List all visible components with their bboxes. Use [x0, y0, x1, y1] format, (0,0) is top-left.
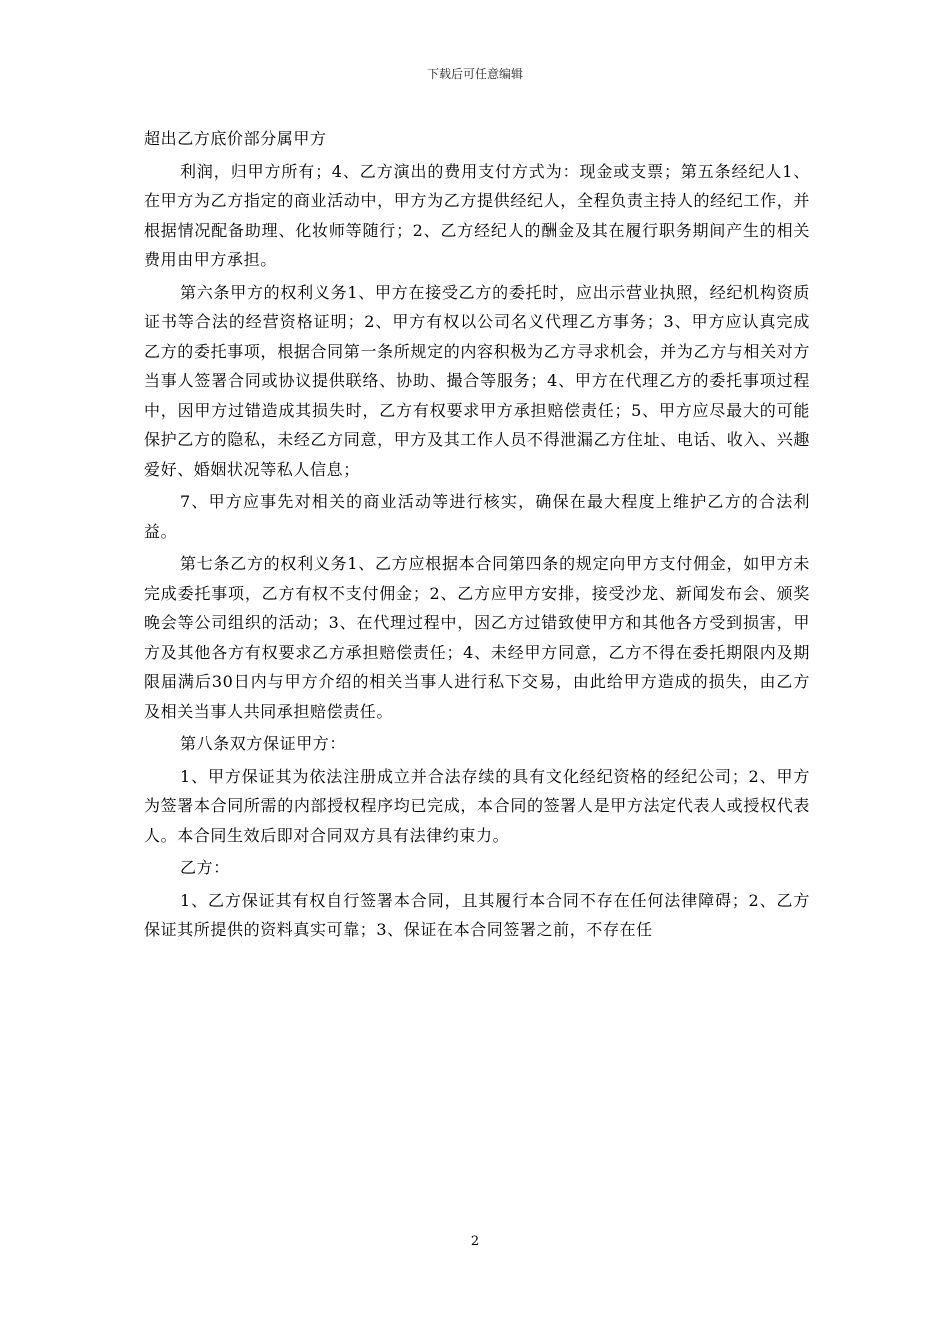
- paragraph-9: 1、乙方保证其有权自行签署本合同，且其履行本合同不存在任何法律障碍；2、乙方保证其所提供的资料真实可靠；3、保证在本合同签署之前，不存在任: [144, 890, 810, 939]
- paragraph-8: 乙方：: [180, 858, 230, 877]
- paragraph-7: 1、甲方保证其为依法注册成立并合法存续的具有文化经纪资格的经纪公司；2、甲方为签署本合同所需的内部授权程序均已完成，本合同的签署人是甲方法定代表人或授权代表人。本合同生效后即对合同双方具有法律约束力。: [144, 766, 810, 845]
- page-header-note: 下载后可任意编辑: [426, 67, 523, 81]
- paragraph-3: 第六条甲方的权利义务1、甲方在接受乙方的委托时，应出示营业执照，经纪机构资质证书等合法的经营资格证明；2、甲方有权以公司名义代理乙方事务；3、甲方应认真完成乙方的委托事项，根据合同第一条所规定的内容积极为乙方寻求机会，并为乙方与相关对方当事人签署合同或协议提供联络、协助、撮合等服务；4、甲方在代理乙方的委托事项过程中，因甲方过错造成其损失时，乙方有权要求甲方承担赔偿责任；5、甲方应尽最大的可能保护乙方的隐私，未经乙方同意，甲方及其工作人员不得泄漏乙方住址、电话、收入、兴趣爱好、婚姻状况等私人信息；: [144, 282, 810, 479]
- paragraph-1: 超出乙方底价部分属甲方: [144, 129, 327, 148]
- paragraph-4: 7、甲方应事先对相关的商业活动等进行核实，确保在最大程度上维护乙方的合法利益。: [144, 492, 810, 541]
- page-number: 2: [470, 1234, 480, 1249]
- document-body: [144, 124, 810, 945]
- paragraph-2: 利润，归甲方所有；4、乙方演出的费用支付方式为：现金或支票；第五条经纪人1、在甲方为乙方指定的商业活动中，甲方为乙方提供经纪人，全程负责主持人的经纪工作，并根据情况配备助理、化妆师等随行；2、乙方经纪人的酬金及其在履行职务期间产生的相关费用由甲方承担。: [144, 161, 810, 269]
- paragraph-6: 第八条双方保证甲方：: [180, 734, 347, 753]
- paragraph-5: 第七条乙方的权利义务1、乙方应根据本合同第四条的规定向甲方支付佣金，如甲方未完成委托事项，乙方有权不支付佣金；2、乙方应甲方安排，接受沙龙、新闻发布会、颁奖晚会等公司组织的活动；3、在代理过程中，因乙方过错致使甲方和其他各方受到损害，甲方及其他各方有权要求乙方承担赔偿责任；4、未经甲方同意，乙方不得在委托期限内及期限届满后30日内与甲方介绍的相关当事人进行私下交易，由此给甲方造成的损失，由乙方及相关当事人共同承担赔偿责任。: [144, 554, 810, 721]
